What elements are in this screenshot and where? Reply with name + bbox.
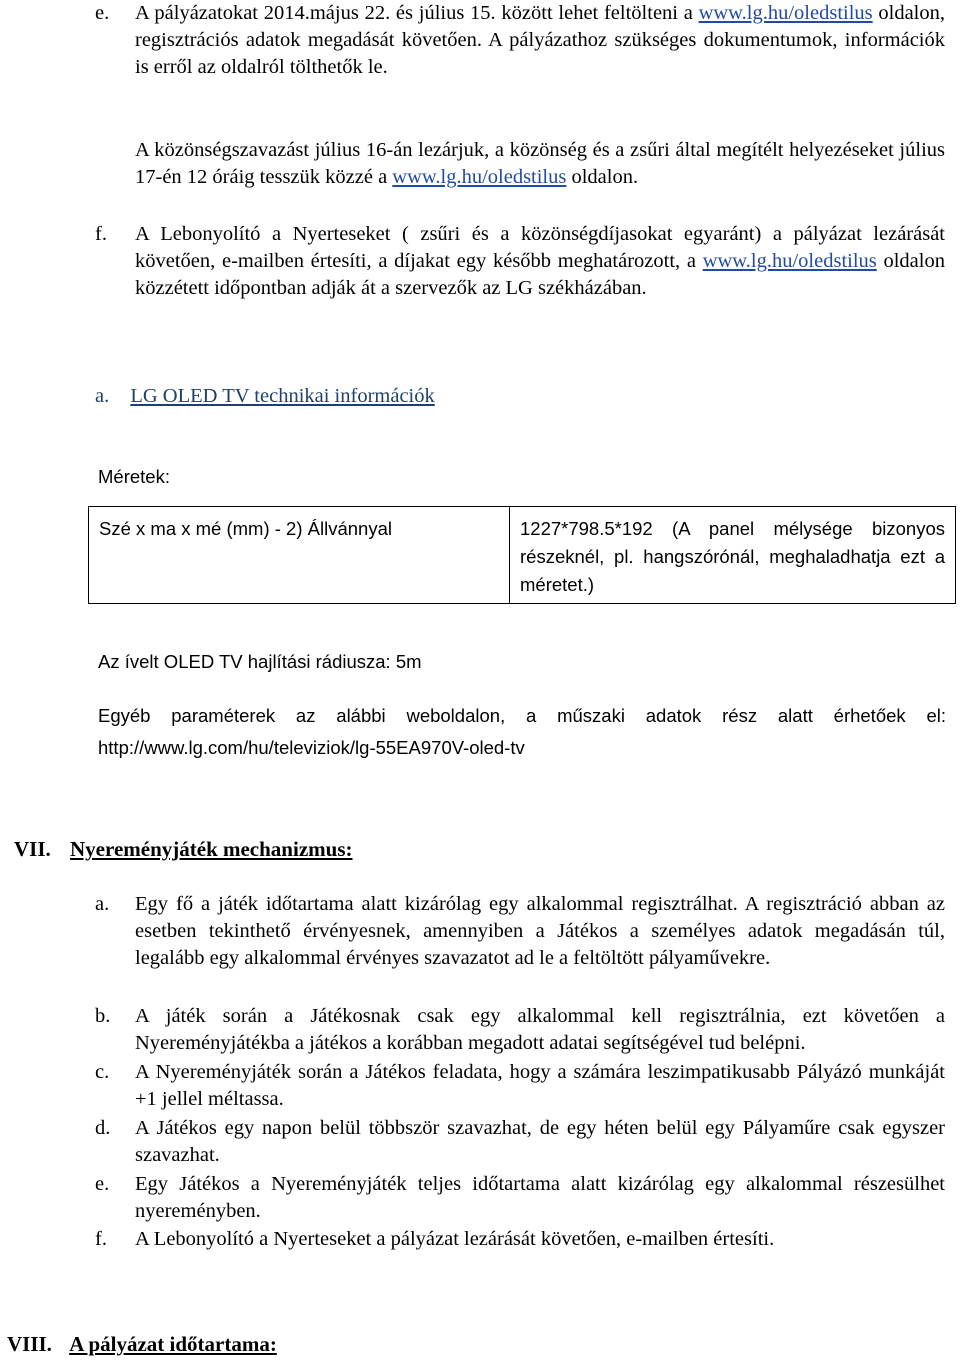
list-item-text: Egy Játékos a Nyereményjáték teljes időtartama alatt kizárólag egy alkalommal részesülhet nyereményben.	[135, 1173, 945, 1222]
section-f-text: A Lebonyolító a Nyerteseket ( zsűri és a közönségdíjasokat egyaránt) a pályázat lezárását követően, e-mailben értesíti, a díjakat egy később meghatározott, a	[135, 223, 945, 272]
list-item	[95, 1003, 945, 1057]
section-vii-title: Nyereményjáték mechanizmus:	[70, 837, 353, 861]
vote-text: A közönségszavazást július 16-án lezárjuk, a közönség és a zsűri által megítélt helyezéseket július 17-én 12 óráig tesszük közzé a	[135, 139, 945, 188]
list-item-label: f.	[95, 1228, 107, 1250]
dimensions-table	[88, 506, 956, 604]
list-item-text: A Lebonyolító a Nyerteseket a pályázat lezárását követően, e-mailben értesíti.	[135, 1228, 775, 1250]
dims-row-label: Szé x ma x mé (mm) - 2) Állvánnyal	[89, 507, 510, 604]
oledstilus-link[interactable]: www.lg.hu/oledstilus	[698, 2, 873, 24]
other-params-text: Egyéb paraméterek az alábbi weboldalon, a műszaki adatok rész alatt érhetőek el: http://www.lg.com/hu/televiziok/lg-55EA970V-oled-tv	[98, 705, 946, 758]
section-viii-number: VIII.	[7, 1332, 52, 1356]
oledstilus-link[interactable]: www.lg.hu/oledstilus	[392, 166, 567, 188]
section-e-text-cont: oldalon, regisztrációs adatok megadását követően. A pályázathoz szükséges dokumentumok, információk is erről az oldalról tölthetők le.	[135, 2, 945, 78]
list-item	[95, 891, 945, 972]
list-item	[95, 1171, 945, 1225]
vote-text-cont: oldalon.	[566, 166, 639, 188]
list-item-text: A Nyereményjáték során a Játékos feladata, hogy a számára leszimpatikusabb Pályázó munkáját +1 jellel méltassa.	[135, 1061, 945, 1110]
section-vii-heading	[14, 836, 352, 863]
list-item-label: b.	[95, 1005, 111, 1027]
section-viii-heading	[7, 1331, 277, 1358]
vote-paragraph	[135, 137, 945, 191]
section-f-label: f.	[95, 223, 107, 245]
tech-heading-label: a.	[95, 385, 110, 407]
section-f-text-cont: oldalon közzétett időpontban adják át a szervezők az LG székházában.	[135, 250, 945, 299]
list-item	[95, 1226, 945, 1253]
list-item-text: A Játékos egy napon belül többször szavazhat, de egy héten belül egy Pályaműre csak egyszer szavazhat.	[135, 1117, 945, 1166]
dims-row-value: 1227*798.5*192 (A panel mélysége bizonyos részeknél, pl. hangszórónál, meghaladhatja ezt a méretet.)	[510, 507, 956, 604]
section-vii-number: VII.	[14, 837, 51, 861]
section-e-text: A pályázatokat 2014.május 22. és július 15. között lehet feltölteni a	[135, 2, 693, 24]
section-viii-title: A pályázat időtartama:	[69, 1332, 277, 1356]
list-item-text: A játék során a Játékosnak csak egy alkalommal kell regisztrálnia, ezt követően a Nyereményjátékba a játékos a korábban megadott adatai segítségével tud belépni.	[135, 1005, 945, 1054]
list-item-text: Egy fő a játék időtartama alatt kizárólag egy alkalommal regisztrálhat. A regisztráció abban az esetben tekinthető érvényesnek, amennyiben a Játékos a személyes adatok megadásán túl, legalább egy alkalommal érvényes szavazatot ad le a feltöltött pályaművekre.	[135, 893, 945, 969]
tech-heading	[95, 383, 945, 410]
list-item-label: d.	[95, 1117, 111, 1139]
list-item-label: e.	[95, 1173, 110, 1195]
radius-text: Az ívelt OLED TV hajlítási rádiusza: 5m	[98, 651, 422, 672]
list-item-label: a.	[95, 893, 110, 915]
list-item	[95, 1115, 945, 1169]
tech-heading-title: LG OLED TV technikai információk	[130, 385, 435, 407]
list-item-label: c.	[95, 1061, 110, 1083]
oledstilus-link[interactable]: www.lg.hu/oledstilus	[702, 250, 877, 272]
table-row	[89, 507, 956, 604]
section-e	[95, 0, 945, 81]
dims-label: Méretek:	[98, 466, 170, 487]
section-f	[95, 221, 945, 302]
section-e-label: e.	[95, 2, 110, 24]
list-item	[95, 1059, 945, 1113]
